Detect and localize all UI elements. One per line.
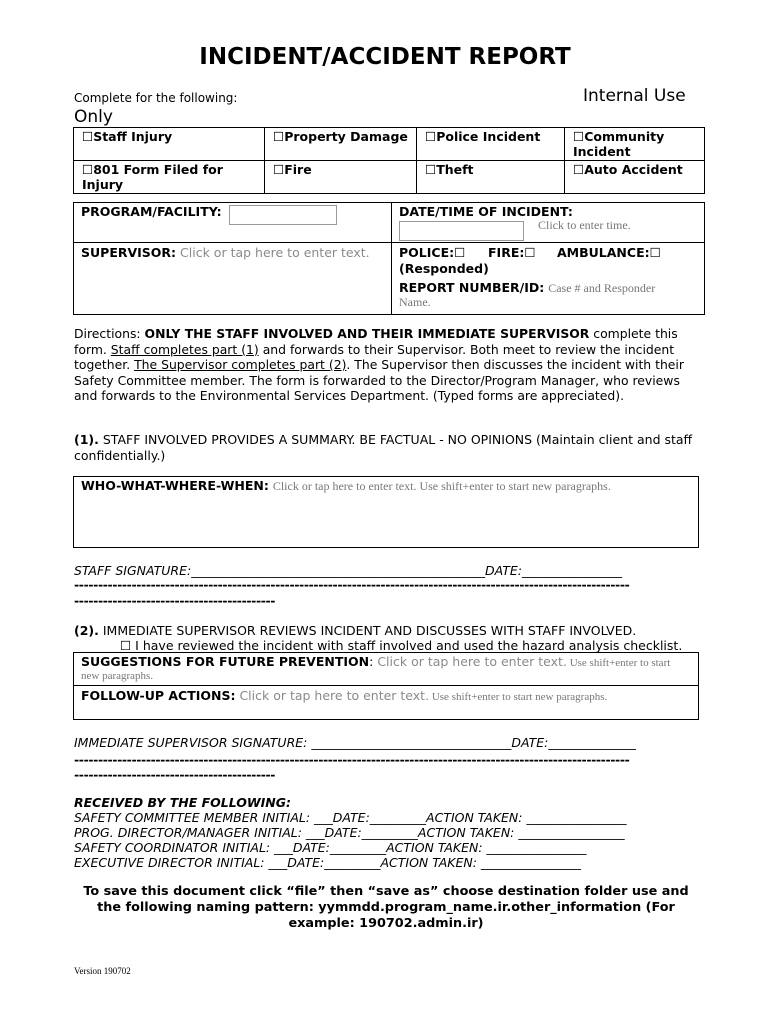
executive-director-line[interactable]: EXECUTIVE DIRECTOR INITIAL: ___DATE:_________ACTION TAKEN: ________________ (74, 855, 581, 870)
complete-for-label: Complete for the following: (74, 91, 238, 105)
supervisor-field[interactable] (81, 245, 370, 260)
date-time-label: DATE/TIME OF INCIDENT: (399, 204, 573, 219)
separator-line-2-cont: ------------------------------------------ (74, 767, 276, 782)
suggestions-field[interactable]: SUGGESTIONS FOR FUTURE PREVENTION: Click or tap here to enter text. Use shift+enter to start (81, 654, 671, 669)
date-time-placeholder[interactable]: Click to enter time. (538, 218, 631, 232)
received-heading: RECEIVED BY THE FOLLOWING: (74, 795, 292, 810)
program-facility-label: PROGRAM/FACILITY: (81, 204, 222, 219)
supervisor-placeholder[interactable]: Click or tap here to enter text. (180, 245, 370, 260)
responded-label: (Responded) (399, 261, 489, 276)
program-facility-input[interactable] (229, 205, 337, 225)
checkbox-fire[interactable]: ☐Fire (265, 161, 417, 194)
staff-signature-line[interactable]: STAFF SIGNATURE:_______________________________________________DATE:________________ (74, 563, 622, 578)
www-field[interactable] (81, 478, 691, 494)
checkbox-801-form[interactable]: ☐801 Form Filed for Injury (74, 161, 265, 194)
fire-responded-checkbox[interactable]: FIRE:☐ (488, 245, 536, 260)
followup-placeholder[interactable]: Click or tap here to enter text. (235, 688, 430, 703)
report-number-label: REPORT NUMBER/ID: (399, 280, 545, 295)
directions-text: Directions: ONLY THE STAFF INVOLVED AND THEIR IMMEDIATE SUPERVISOR complete this form. Staff completes part (1) and forwards to their Supervisor. Both meet to review the incident together. The Supervisor completes part (2). The Supervisor then discusses the incident with their Safety Committee member. The form is forwarded to the Director/Program Manager, who reviews and forwards to the Environmental Services Department. (Typed forms are appreciated). (74, 326, 684, 403)
checkbox-property-damage[interactable]: ☐Property Damage (265, 128, 417, 161)
checkbox-community-incident[interactable]: ☐Community Incident (565, 128, 705, 161)
followup-field[interactable]: FOLLOW-UP ACTIONS: Click or tap here to enter text. Use shift+enter to start new paragraphs. (81, 688, 608, 703)
www-label: WHO-WHAT-WHERE-WHEN: (81, 478, 269, 493)
hazard-review-checkbox[interactable]: ☐ I have reviewed the incident with staff involved and used the hazard analysis checklist. (120, 638, 683, 653)
notes-divider (73, 685, 699, 686)
incident-type-table (73, 127, 705, 194)
checkbox-staff-injury[interactable]: ☐Staff Injury (74, 128, 265, 161)
date-time-input[interactable] (399, 221, 524, 241)
part2-instructions: (2). IMMEDIATE SUPERVISOR REVIEWS INCIDENT AND DISCUSSES WITH STAFF INVOLVED. (74, 623, 637, 638)
report-number-placeholder[interactable]: Case # and Responder (548, 281, 656, 295)
checkbox-police-incident[interactable]: ☐Police Incident (417, 128, 565, 161)
report-number-placeholder-cont[interactable]: Name. (399, 295, 431, 309)
checkbox-theft[interactable]: ☐Theft (417, 161, 565, 194)
www-placeholder[interactable]: Click or tap here to enter text. Use shift+enter to start new paragraphs. (272, 479, 611, 493)
only-label: Only (74, 107, 113, 127)
report-title: INCIDENT/ACCIDENT REPORT (199, 44, 571, 70)
supervisor-signature-line[interactable]: IMMEDIATE SUPERVISOR SIGNATURE: ________________________________DATE:______________ (74, 735, 636, 750)
save-instructions: To save this document click “file” then “save as” choose destination folder use and the following naming pattern: yymmdd.program_name.ir.other_information (For example: 190702.admin.ir) (83, 884, 689, 931)
suggestions-label: SUGGESTIONS FOR FUTURE PREVENTION (81, 654, 370, 669)
separator-line-2: -------------------------------------------------------------------------------------------------------------------- (74, 752, 630, 767)
safety-coordinator-line[interactable]: SAFETY COORDINATOR INITIAL: ___DATE:_________ACTION TAKEN: ________________ (74, 840, 587, 855)
prog-director-line[interactable]: PROG. DIRECTOR/MANAGER INITIAL: ___DATE:_________ACTION TAKEN: _________________ (74, 825, 625, 840)
ambulance-responded-checkbox[interactable]: AMBULANCE:☐ (557, 245, 661, 260)
info-row-divider (73, 242, 705, 243)
separator-line: -------------------------------------------------------------------------------------------------------------------- (74, 577, 630, 592)
safety-committee-line[interactable]: SAFETY COMMITTEE MEMBER INITIAL: ___DATE:_________ACTION TAKEN: ________________ (74, 810, 627, 825)
version-label: Version 190702 (74, 966, 131, 976)
internal-use-label: Internal Use (583, 86, 686, 106)
police-responded-checkbox[interactable]: POLICE:☐ (399, 245, 466, 260)
info-divider (391, 202, 392, 314)
separator-line-cont: ------------------------------------------ (74, 593, 276, 608)
suggestions-placeholder[interactable]: Click or tap here to enter text. (377, 654, 567, 669)
part1-instructions: (1). STAFF INVOLVED PROVIDES A SUMMARY. BE FACTUAL - NO OPINIONS (Maintain client and staff confidentially.) (74, 432, 693, 463)
checkbox-auto-accident[interactable]: ☐Auto Accident (565, 161, 705, 194)
supervisor-label: SUPERVISOR: (81, 245, 177, 260)
report-number-field[interactable] (399, 280, 655, 296)
suggestions-placeholder-cont[interactable]: new paragraphs. (81, 670, 154, 682)
followup-label: FOLLOW-UP ACTIONS: (81, 688, 236, 703)
